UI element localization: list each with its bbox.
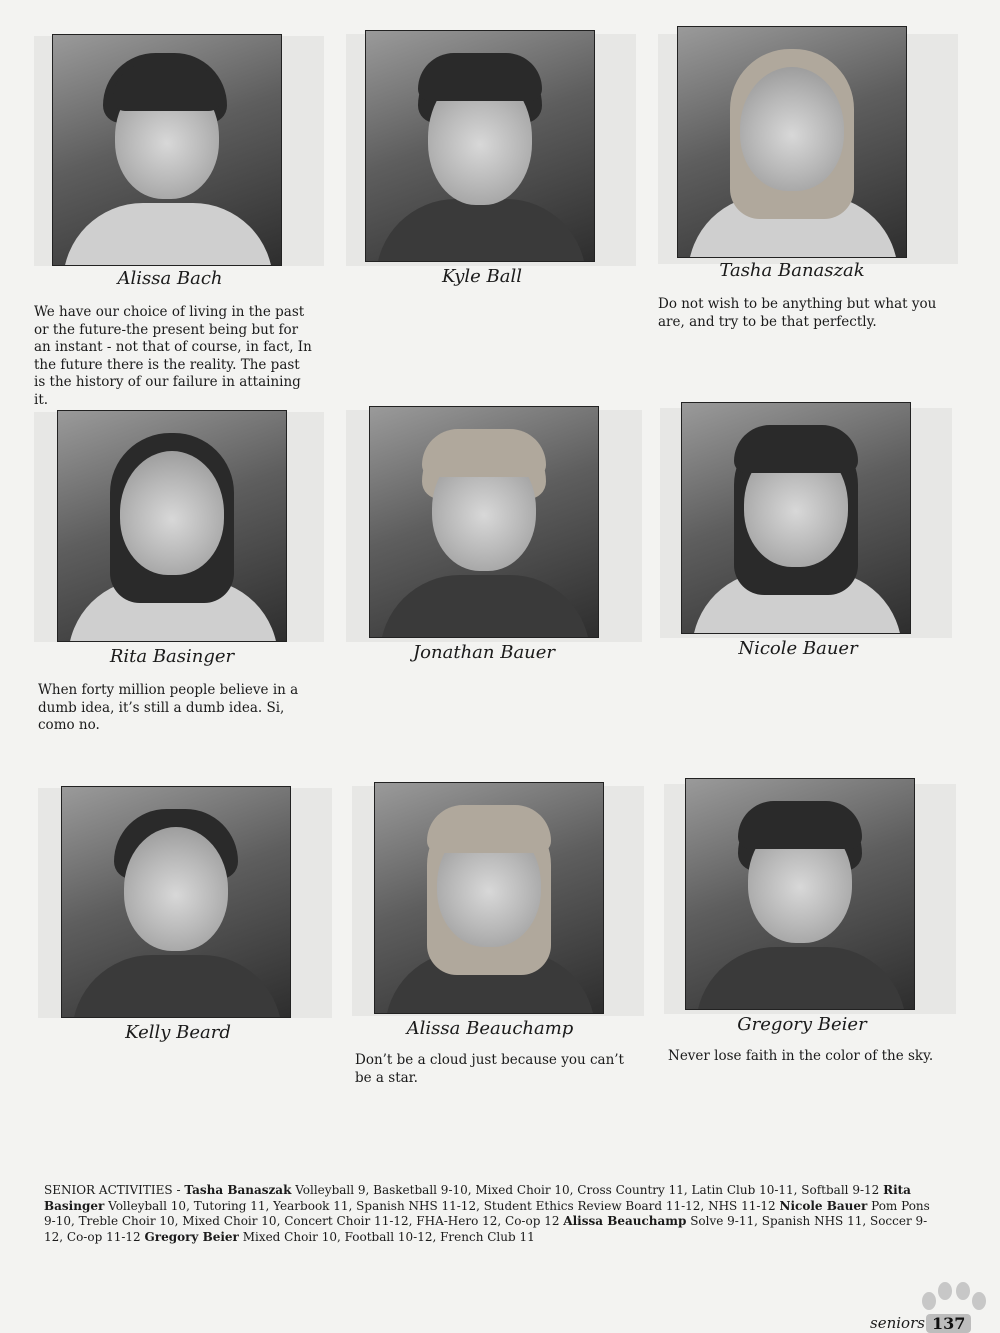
student-quote: Do not wish to be anything but what you are, and try to be that perfectly. xyxy=(658,296,937,330)
student-name: Alissa Bach xyxy=(117,268,223,289)
student-name: Alissa Beauchamp xyxy=(406,1018,574,1039)
activity-student-name: Gregory Beier xyxy=(144,1229,239,1244)
page-number: 137 xyxy=(926,1314,971,1333)
student-portrait-photo xyxy=(681,402,911,634)
student-name: Kelly Beard xyxy=(125,1022,231,1043)
student-portrait-photo xyxy=(369,406,599,638)
student-portrait-photo xyxy=(52,34,282,266)
student-name: Nicole Bauer xyxy=(738,638,858,659)
student-name: Tasha Banaszak xyxy=(719,260,865,281)
student-portrait-photo xyxy=(61,786,291,1018)
activity-student-name: Nicole Bauer xyxy=(779,1198,868,1213)
activity-list: Pom Pons 9-10, Treble Choir 10, Mixed Choir 10, Concert Choir 11-12, FHA-Hero 12, Co-op 12 xyxy=(44,1198,930,1228)
student-portrait-photo xyxy=(57,410,287,642)
student-quote: Never lose faith in the color of the sky. xyxy=(668,1048,934,1064)
student-quote: When forty million people believe in a dumb idea, it’s still a dumb idea. Si, como no. xyxy=(38,682,299,733)
student-portrait-photo xyxy=(365,30,595,262)
student-name: Rita Basinger xyxy=(109,646,235,667)
activities-heading: SENIOR ACTIVITIES - xyxy=(44,1183,185,1197)
activity-list: Solve 9-11, Spanish NHS 11, Soccer 9-12, Co-op 11-12 xyxy=(44,1214,928,1244)
student-name: Kyle Ball xyxy=(441,266,523,287)
activity-student-name: Alissa Beauchamp xyxy=(563,1214,687,1228)
section-label: seniors xyxy=(870,1314,925,1332)
student-quote: We have our choice of living in the past or the future-the present being but for an instant - not that of course, in fact, In the future there is the reality. The past is the history of our failure in attaining it. xyxy=(34,304,312,408)
activity-list: Volleyball 9, Basketball 9-10, Mixed Choir 10, Cross Country 11, Latin Club 10-11, Softball 9-12 xyxy=(291,1183,884,1197)
activity-student-name: Tasha Banaszak xyxy=(184,1183,292,1197)
student-portrait-photo xyxy=(685,778,915,1010)
student-portrait-photo xyxy=(374,782,604,1014)
activity-list: Volleyball 10, Tutoring 11, Yearbook 11, Spanish NHS 11-12, Student Ethics Review Board 11-12, NHS 11-12 xyxy=(104,1198,780,1213)
senior-activities-paragraph xyxy=(44,1183,944,1245)
activity-student-name: Rita Basinger xyxy=(44,1183,911,1213)
student-name: Gregory Beier xyxy=(737,1014,867,1035)
student-quote: Don’t be a cloud just because you can’t be a star. xyxy=(355,1052,624,1086)
student-portrait-photo xyxy=(677,26,907,258)
activity-list: Mixed Choir 10, Football 10-12, French Club 11 xyxy=(238,1229,535,1244)
student-name: Jonathan Bauer xyxy=(412,642,556,663)
